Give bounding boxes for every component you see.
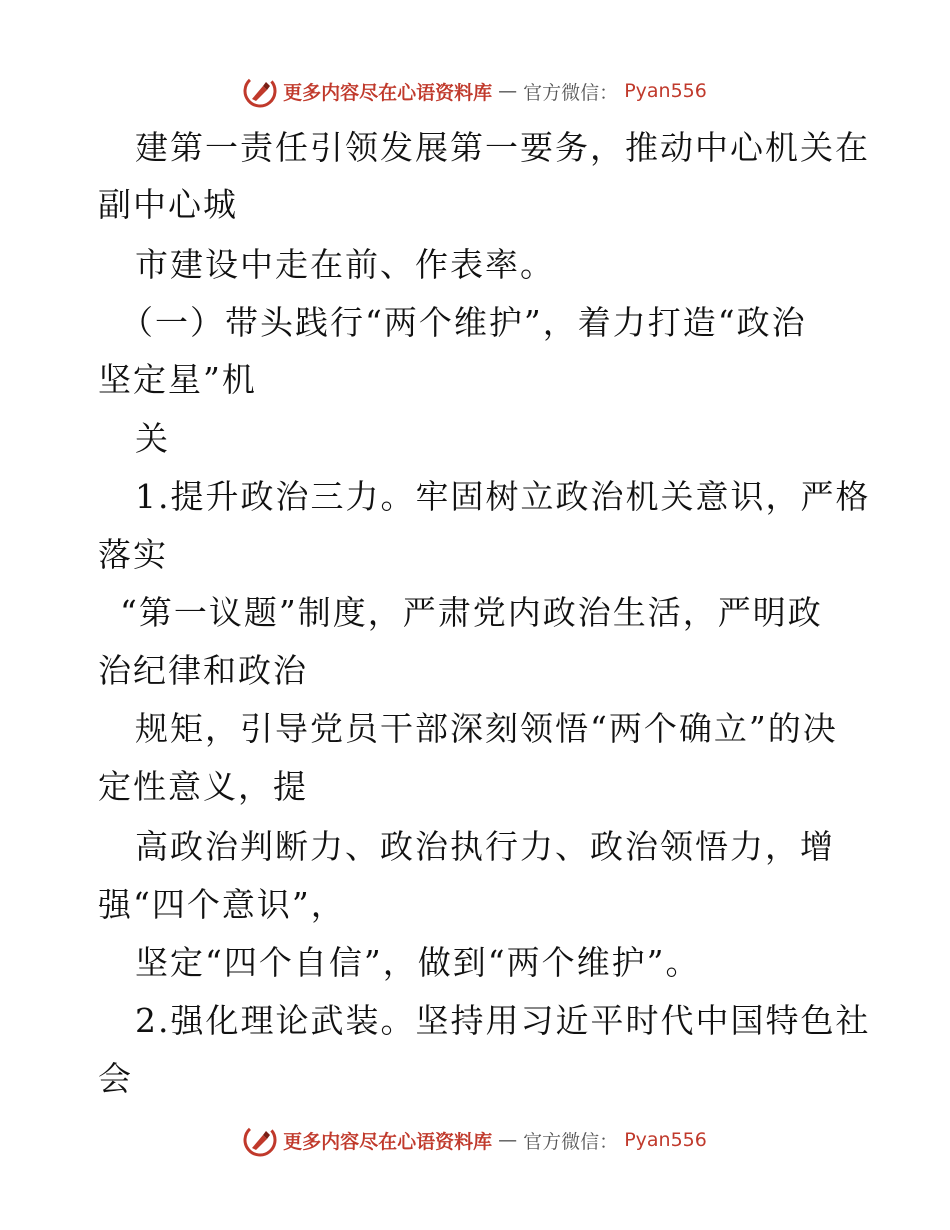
text-line: 坚定“四个自信”，做到“两个维护”。 [135, 943, 701, 982]
text-line: 规矩，引导党员干部深刻领悟“两个确立”的决 [135, 709, 838, 748]
text-line: 治纪律和政治 [98, 651, 308, 690]
wechat-account: Pyan556 [624, 80, 707, 102]
text-line: 定性意义，提 [98, 767, 308, 806]
text-line: 建第一责任引领发展第一要务，推动中心机关在 [135, 128, 870, 167]
pen-nib-logo-icon [243, 1123, 277, 1157]
promo-text: 更多内容尽在心语资料库 [283, 81, 493, 104]
text-line: 强“四个意识”， [98, 885, 346, 924]
text-line: 落实 [98, 535, 168, 574]
wechat-label: 官方微信： [523, 81, 619, 104]
section-heading-continued: 关 [135, 419, 170, 458]
text-line: 副中心城 [98, 185, 238, 224]
header-watermark-banner [0, 71, 950, 111]
text-line: “第一议题”制度，严肃党内政治生活，严明政 [120, 593, 823, 632]
text-line: 高政治判断力、政治执行力、政治领悟力，增 [135, 827, 835, 866]
footer-watermark-banner [0, 1120, 950, 1160]
text-line: 会 [98, 1059, 133, 1098]
pen-nib-logo-icon [243, 74, 277, 108]
text-line: 市建设中走在前、作表率。 [135, 245, 555, 284]
section-heading-continued: 坚定星”机 [98, 360, 257, 399]
section-heading: （一）带头践行“两个维护”，着力打造“政治 [120, 303, 807, 342]
text-line: 2.强化理论武装。坚持用习近平时代中国特色社 [135, 1001, 871, 1040]
promo-text: 更多内容尽在心语资料库 [283, 1130, 493, 1153]
text-line: 1.提升政治三力。牢固树立政治机关意识，严格 [135, 477, 871, 516]
separator: — [498, 80, 518, 102]
wechat-account: Pyan556 [624, 1129, 707, 1151]
wechat-label: 官方微信： [523, 1130, 619, 1153]
separator: — [498, 1129, 518, 1151]
